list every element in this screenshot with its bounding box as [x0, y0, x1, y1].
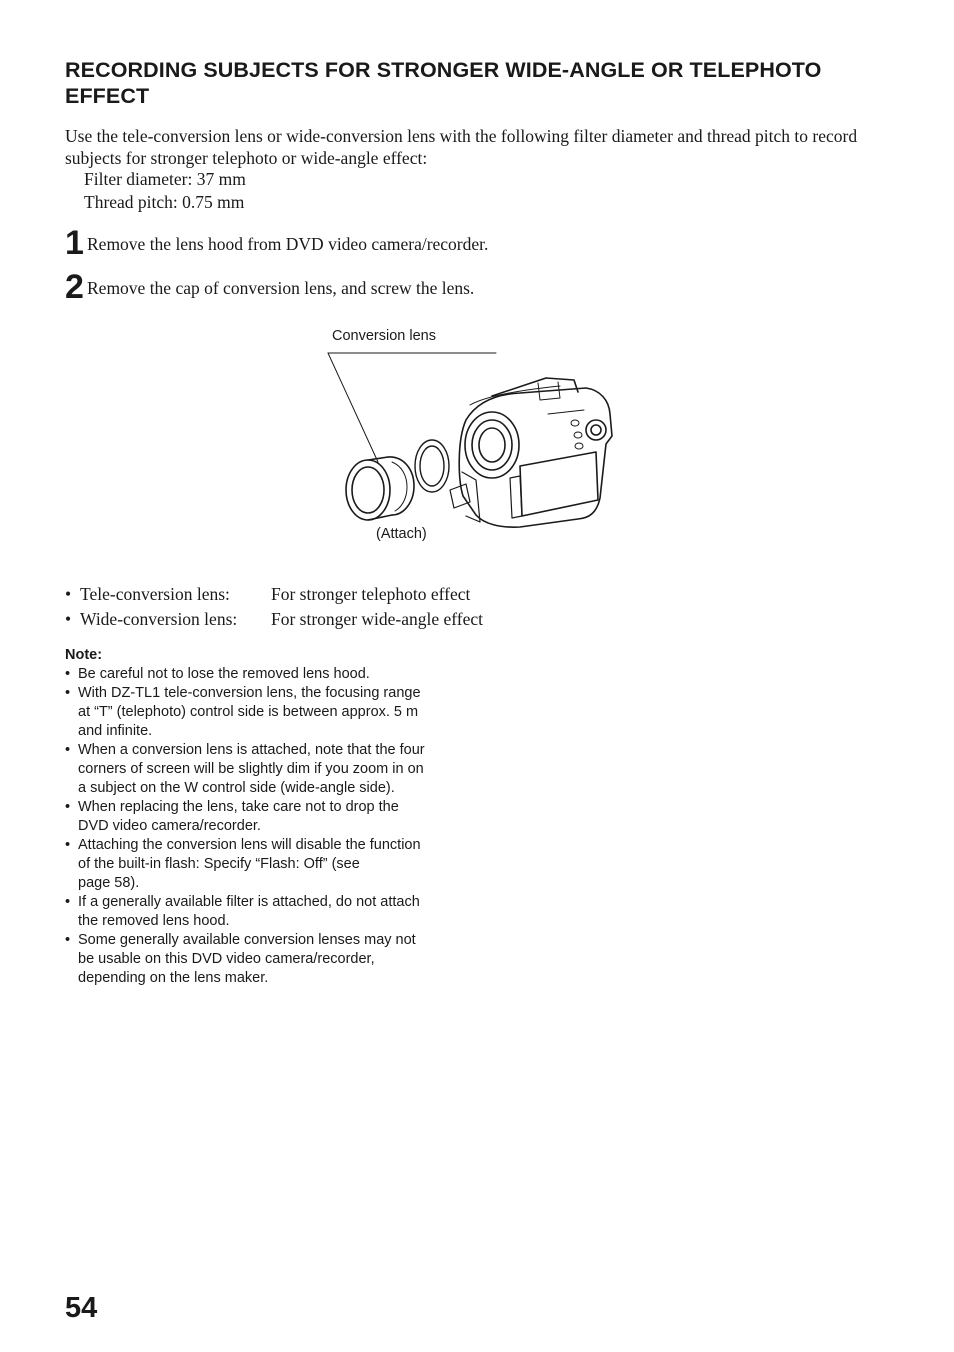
conversion-lens-label: Conversion lens — [332, 328, 436, 344]
step-1-text: Remove the lens hood from DVD video camera/recorder. — [87, 234, 489, 254]
notes-list — [65, 665, 460, 988]
note-text: When replacing the lens, take care not to drop the DVD video camera/recorder. — [78, 799, 399, 834]
note-text: When a conversion lens is attached, note that the four corners of screen will be slightly dim if you zoom in on a subject on the W control side (wide-angle side). — [78, 742, 425, 796]
step-1-number: 1 — [65, 224, 84, 262]
lens-effect: For stronger wide-angle effect — [271, 609, 484, 629]
note-text: With DZ-TL1 tele-conversion lens, the focusing range at “T” (telephoto) control side is between approx. 5 m and infinite. — [78, 685, 421, 739]
list-item — [65, 931, 460, 988]
list-item — [65, 836, 460, 893]
list-item — [65, 741, 460, 798]
step-2-text: Remove the cap of conversion lens, and screw the lens. — [87, 278, 475, 298]
list-item — [65, 893, 460, 931]
attach-label: (Attach) — [376, 526, 427, 542]
note-text: Some generally available conversion lenses may not be usable on this DVD video camera/recorder, depending on the lens maker. — [78, 932, 416, 986]
note-text: Attaching the conversion lens will disable the function of the built-in flash: Specify “Flash: Off” (see page 58). — [78, 837, 421, 891]
thread-pitch-spec: Thread pitch: 0.75 mm — [84, 192, 245, 212]
lens-cap-icon — [415, 440, 449, 492]
note-text: If a generally available filter is attached, do not attach the removed lens hood. — [78, 894, 420, 929]
bullet: • — [65, 584, 72, 604]
list-item — [65, 665, 460, 684]
note-title: Note: — [65, 647, 103, 663]
list-item — [65, 684, 460, 741]
intro-paragraph: Use the tele-conversion lens or wide-conversion lens with the following filter diameter and thread pitch to record subjects for stronger telephoto or wide-angle effect: — [65, 126, 858, 168]
lens-name: Wide-conversion lens: — [80, 609, 238, 629]
conversion-lens-icon — [346, 457, 414, 520]
filter-diameter-spec: Filter diameter: 37 mm — [84, 169, 246, 189]
step-2-number: 2 — [65, 268, 84, 306]
list-item — [65, 798, 460, 836]
dvd-camera-icon — [450, 378, 612, 527]
bullet: • — [65, 609, 72, 629]
lens-effect: For stronger telephoto effect — [271, 584, 471, 604]
lens-name: Tele-conversion lens: — [80, 584, 230, 604]
page-number: 54 — [65, 1292, 98, 1324]
page-heading: RECORDING SUBJECTS FOR STRONGER WIDE-ANGLE OR TELEPHOTO EFFECT — [65, 58, 822, 108]
note-text: Be careful not to lose the removed lens hood. — [78, 666, 370, 682]
